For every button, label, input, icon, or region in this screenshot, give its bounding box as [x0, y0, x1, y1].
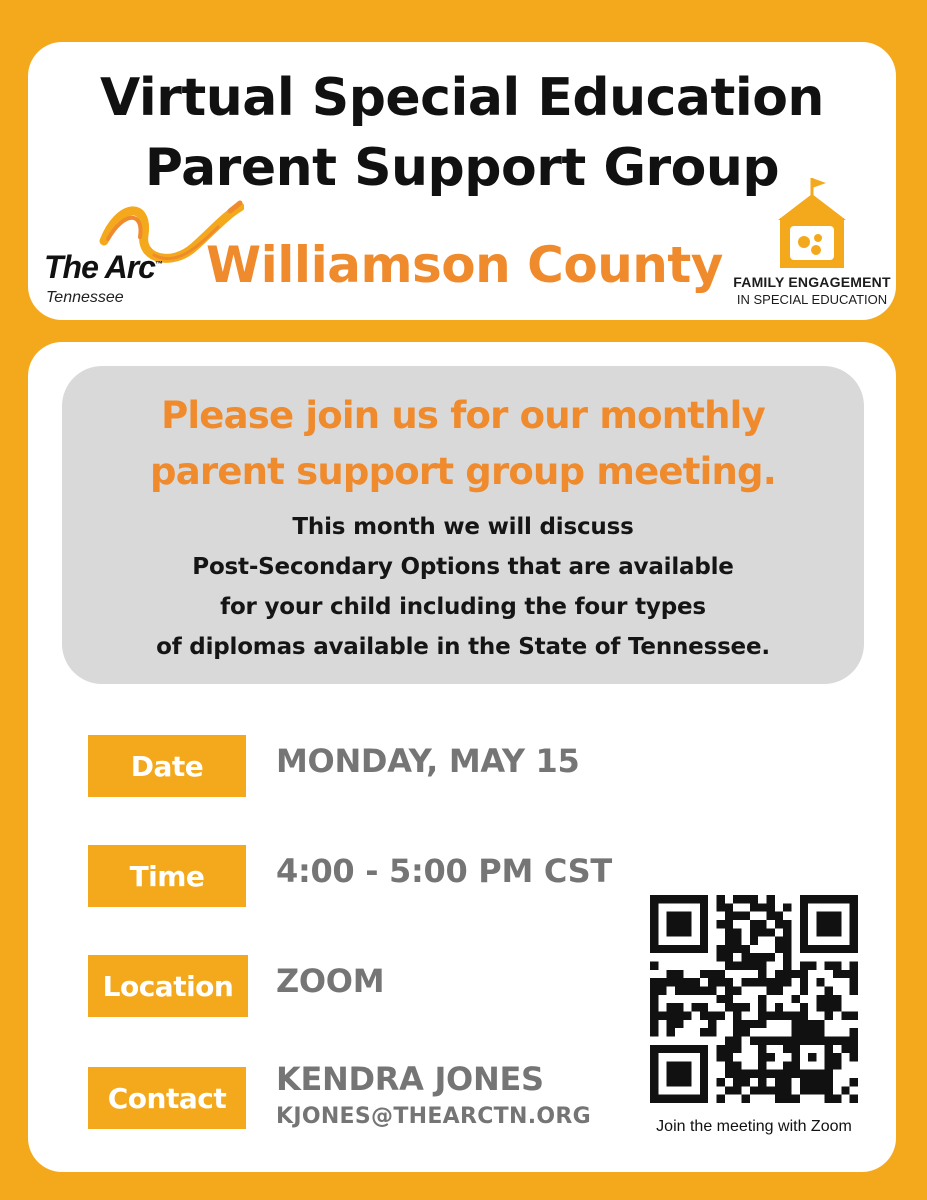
invitation-body-line-3: for your child including the four types	[220, 594, 706, 620]
time-label: Time	[88, 845, 246, 907]
arc-logo-state: Tennessee	[46, 289, 124, 306]
invitation-box	[62, 366, 864, 684]
page-title-line-2: Parent Support Group	[144, 138, 780, 198]
invitation-body-line-4: of diplomas available in the State of Tennessee.	[156, 634, 770, 660]
family-engagement-title: FAMILY ENGAGEMENT	[733, 274, 891, 290]
qr-caption: Join the meeting with Zoom	[656, 1118, 852, 1135]
arc-logo-trademark: ™	[154, 259, 162, 269]
contact-label: Contact	[88, 1067, 246, 1129]
invitation-heading-line-1: Please join us for our monthly	[161, 394, 765, 437]
invitation-body-line-1: This month we will discuss	[292, 514, 634, 540]
location-value: ZOOM	[276, 962, 385, 1000]
contact-email[interactable]: KJONES@THEARCTN.ORG	[276, 1104, 591, 1129]
date-value: MONDAY, MAY 15	[276, 742, 580, 780]
qr-code-icon[interactable]	[650, 895, 858, 1103]
page-title-line-1: Virtual Special Education	[100, 68, 824, 128]
time-value: 4:00 - 5:00 PM CST	[276, 852, 612, 890]
date-label: Date	[88, 735, 246, 797]
main-card	[28, 342, 896, 1172]
contact-name: KENDRA JONES	[276, 1060, 544, 1098]
family-engagement-logo	[728, 172, 896, 312]
invitation-body-line-2: Post-Secondary Options that are available	[192, 554, 734, 580]
header-card	[28, 42, 896, 320]
family-engagement-subtitle: IN SPECIAL EDUCATION	[736, 292, 888, 307]
county-name: Williamson County	[206, 236, 723, 294]
location-label: Location	[88, 955, 248, 1017]
invitation-heading-line-2: parent support group meeting.	[150, 450, 776, 493]
arc-logo-name: The Arc	[44, 249, 155, 285]
schoolhouse-icon	[774, 176, 852, 272]
